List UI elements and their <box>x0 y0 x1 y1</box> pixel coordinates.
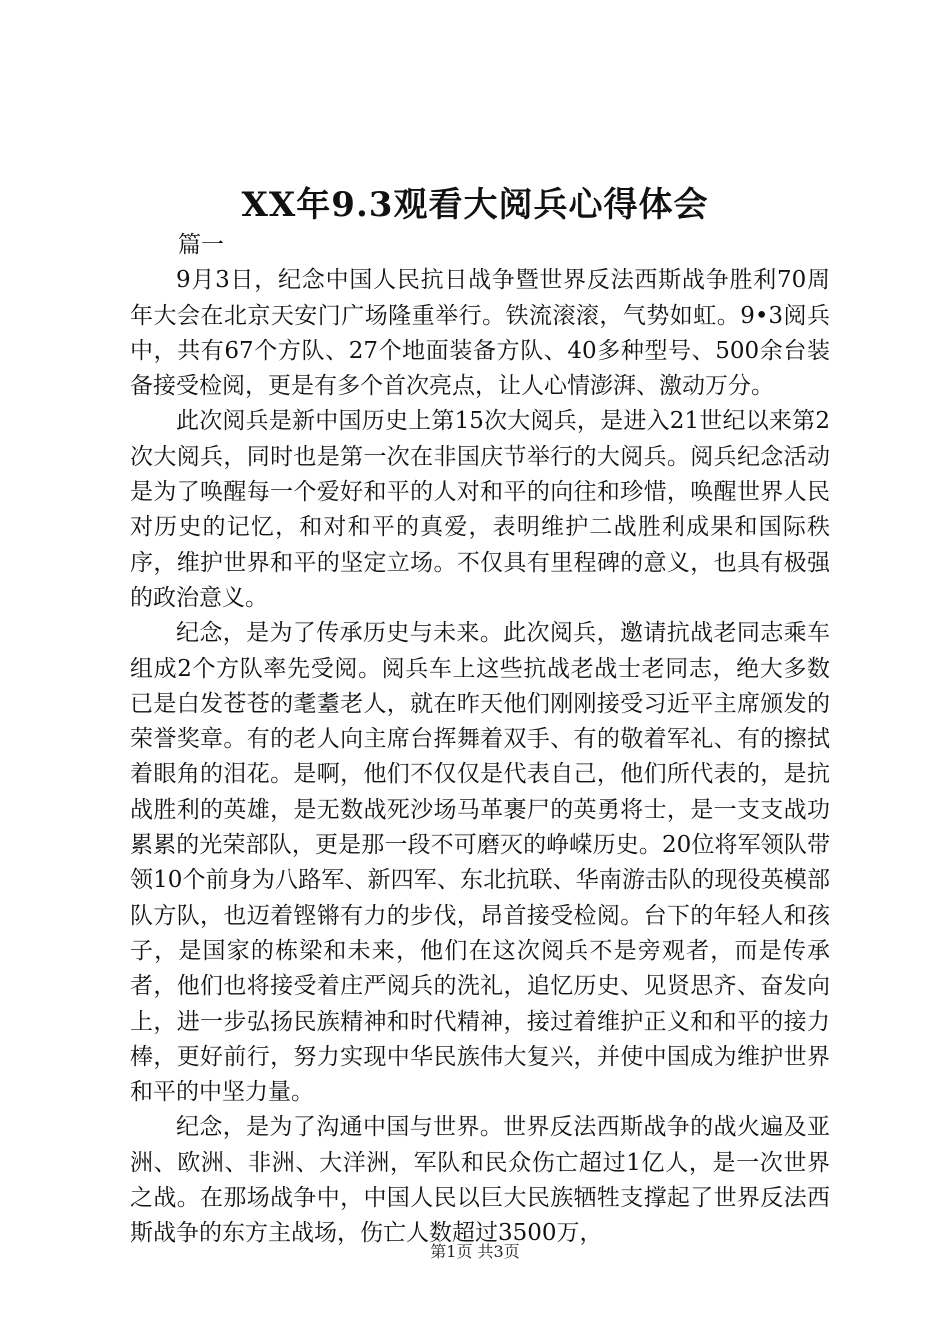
page-indicator: 第1页 共3页 <box>430 1242 520 1261</box>
paragraph-1: 9月3日，纪念中国人民抗日战争暨世界反法西斯战争胜利70周年大会在北京天安门广场隆重举行。铁流滚滚，气势如虹。9•3阅兵中，共有67个方队、27个地面装备方队、40多种型号、500余台装备接受检阅，更是有多个首次亮点，让人心情澎湃、激动万分。 <box>130 267 830 400</box>
section-label: 篇一 <box>178 232 224 258</box>
paragraph-4: 纪念，是为了沟通中国与世界。世界反法西斯战争的战火遍及亚洲、欧洲、非洲、大洋洲，军队和民众伤亡超过1亿人，是一次世界之战。在那场战争中，中国人民以巨大民族牺牲支撑起了世界反法西斯战争的东方主战场，伤亡人数超过3500万， <box>130 1114 830 1247</box>
document-body <box>130 228 830 1252</box>
paragraph-3: 纪念，是为了传承历史与未来。此次阅兵，邀请抗战老同志乘车组成2个方队率先受阅。阅兵车上这些抗战老战士老同志，绝大多数已是白发苍苍的耄耋老人，就在昨天他们刚刚接受习近平主席颁发的荣誉奖章。有的老人向主席台挥舞着双手、有的敬着军礼、有的擦拭着眼角的泪花。是啊，他们不仅仅是代表自己，他们所代表的，是抗战胜利的英雄，是无数战死沙场马革裹尸的英勇将士，是一支支战功累累的光荣部队，更是那一段不可磨灭的峥嵘历史。20位将军领队带领10个前身为八路军、新四军、东北抗联、华南游击队的现役英模部队方队，也迈着铿锵有力的步伐，昂首接受检阅。台下的年轻人和孩子，是国家的栋梁和未来，他们在这次阅兵不是旁观者，而是传承者，他们也将接受着庄严阅兵的洗礼，追忆历史、见贤思齐、奋发向上，进一步弘扬民族精神和时代精神，接过着维护正义和和平的接力棒，更好前行，努力实现中华民族伟大复兴，并使中国成为维护世界和平的中坚力量。 <box>130 620 830 1106</box>
document-title: XX年9.3观看大阅兵心得体会 <box>241 185 709 225</box>
paragraph-2: 此次阅兵是新中国历史上第15次大阅兵，是进入21世纪以来第2次大阅兵，同时也是第一次在非国庆节举行的大阅兵。阅兵纪念活动是为了唤醒每一个爱好和平的人对和平的向往和珍惜，唤醒世界人民对历史的记忆，和对和平的真爱，表明维护二战胜利成果和国际秩序，维护世界和平的坚定立场。不仅具有里程碑的意义，也具有极强的政治意义。 <box>130 408 830 611</box>
